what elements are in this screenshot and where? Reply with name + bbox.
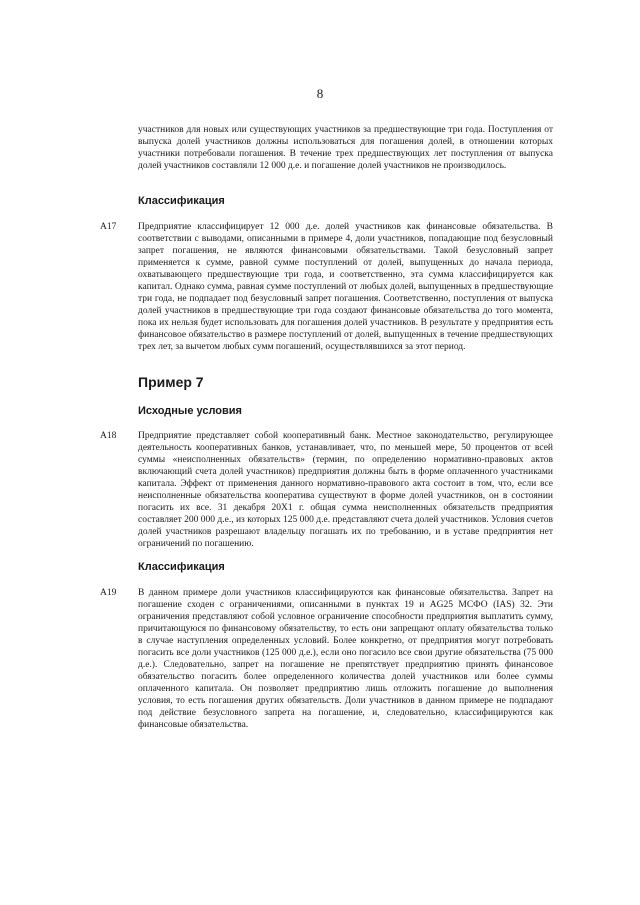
intro-paragraph: участников для новых или существующих участников за предшествующие три года. Поступления от выпуска долей участников должны использоваться для погашения долей, в отношении которых участники потребовали погашения. В течение трех предшествующих лет поступления от выпуска долей участников составляли 12 000 д.е. и погашение долей участников не производилось. <box>138 125 553 171</box>
paragraph-number-a19: A19 <box>100 588 117 598</box>
example-title: Пример 7 <box>138 374 204 390</box>
paragraph-a19: В данном примере доли участников классифицируются как финансовые обязательства. Запрет на погашение сходен с ограничениями, описанными в пунктах 19 и AG25 МСФО (IAS) 32. Эти ограничения представляют собой условное ограничение способности предприятия выплатить сумму, причитающуюся по финансовому обязательству, то есть они запрещают оплату обязательства только в случае наступления определенных условий. Более конкретно, от предприятия могут потребовать погасить все доли участников (125 000 д.е.), если оно погасило все свои другие обязательства (75 000 д.е.). Следовательно, запрет на погашение не препятствует предприятию принять финансовое обязательство погасить более определенного количества долей участников или более суммы оплаченного капитала. Он позволяет предприятию лишь отложить погашение до выполнения условия, то есть погашения других обязательств. Доли участников в данном примере не подпадают под действие безусловного запрета на погашение, и, следовательно, классифицируются как финансовые обязательства. <box>138 588 553 730</box>
paragraph-a18: Предприятие представляет собой кооперативный банк. Местное законодательство, регулирующее деятельность кооперативных банков, устанавливает, что, по меньшей мере, 50 процентов от всей суммы «неисполненных обязательств» (термин, по определению нормативно-правовых актов включающий счета долей участников) предприятия должны быть в форме оплаченного участниками капитала. Эффект от применения данного нормативно-правового акта состоит в том, что, если все неисполненные обязательства кооператива существуют в форме долей участников, он в состоянии погасить их все. 31 декабря 20X1 г. общая сумма неисполненных обязательств предприятия составляет 200 000 д.е., из которых 125 000 д.е. представляют счета долей участников. Условия счетов долей участников разрешают владельцу погашать их по требованию, и в уставе предприятия нет ограничений по погашению. <box>138 431 553 549</box>
heading-classification-1: Классификация <box>138 195 225 207</box>
paragraph-a17: Предприятие классифицирует 12 000 д.е. долей участников как финансовые обязательства. В соответствии с выводами, описанными в примере 4, доли участников, попадающие под безусловный запрет погашения, не являются финансовыми обязательствами. Такой безусловный запрет применяется к сумме, равной сумме поступлений от долей, выпущенных до начала периода, охватывающего предшествующие три года, и соответственно, эта сумма классифицируется как капитал. Однако сумма, равная сумме поступлений от любых долей, выпущенных в предшествующие три года, не подпадает под безусловный запрет погашения. Соответственно, поступления от выпуска долей участников в предшествующие три года создают финансовые обязательства до того момента, пока их нельзя будет использовать для погашения долей участников. В результате у предприятия есть финансовое обязательство в размере поступлений от долей, выпущенных в течение предшествующих трех лет, за вычетом любых сумм погашений, осуществлявшихся за этот период. <box>138 222 553 352</box>
paragraph-number-a18: A18 <box>100 431 117 441</box>
page-number: 8 <box>316 86 324 101</box>
paragraph-number-a17: A17 <box>100 222 117 232</box>
heading-classification-2: Классификация <box>138 561 225 573</box>
heading-initial-conditions: Исходные условия <box>138 405 242 417</box>
